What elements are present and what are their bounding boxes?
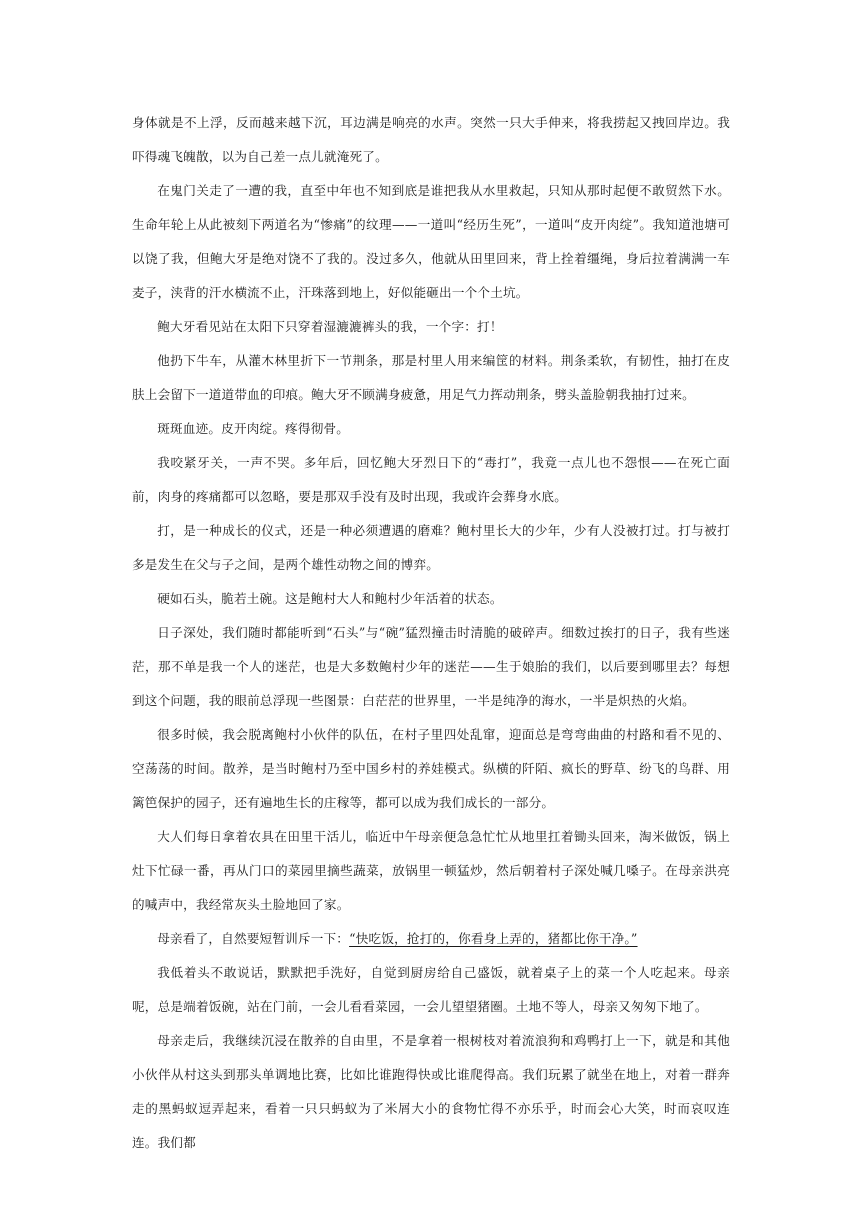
paragraph: 大人们每日拿着农具在田里干活儿，临近中午母亲便急急忙忙从地里扛着锄头回来，淘米做饭，锅上灶下忙碌一番，再从门口的菜园里摘些蔬菜，放锅里一顿猛炒，然后朝着村子深处喊几嗓子。在母亲洪亮的喊声中，我经常灰头土脸地回了家。 [132,829,730,912]
paragraph: 硬如石头，脆若土碗。这是鲍村大人和鲍村少年活着的状态。 [157,591,503,606]
paragraph: 打，是一种成长的仪式，还是一种必须遭遇的磨难？鲍村里长大的少年，少有人没被打过。打与被打多是发生在父与子之间，是两个雄性动物之间的博弈。 [132,523,730,572]
paragraph: 斑斑血迹。皮开肉绽。疼得彻骨。 [157,421,350,436]
paragraph: 母亲走后，我继续沉浸在散养的自由里，不是拿着一根树枝对着流浪狗和鸡鸭打上一下，就是和其他小伙伴从村这头到那头单调地比赛，比如比谁跑得快或比谁爬得高。我们玩累了就坐在地上，对着一群奔走的黑蚂蚁逗弄起来，看着一只只蚂蚁为了米屑大小的食物忙得不亦乐乎，时而会心大笑，时而哀叹连连。我们都 [132,1033,730,1150]
underlined-quote: “快吃饭，抢打的，你看身上弄的，猪都比你干净。” [349,931,638,946]
paragraph-prefix: 母亲看了，自然要短暂训斥一下： [157,931,350,946]
paragraph: 鲍大牙看见站在太阳下只穿着湿漉漉裤头的我，一个字：打！ [157,319,503,334]
paragraph: 我低着头不敢说话，默默把手洗好，自觉到厨房给自己盛饭，就着桌子上的菜一个人吃起来。母亲呢，总是端着饭碗，站在门前，一会儿看看菜园，一会儿望望猪圈。土地不等人，母亲又匆匆下地了。 [132,965,730,1014]
paragraph: 在鬼门关走了一遭的我，直至中年也不知到底是谁把我从水里救起，只知从那时起便不敢贸然下水。生命年轮上从此被刻下两道名为“惨痛”的纹理——一道叫“经历生死”，一道叫“皮开肉绽”。我知道池塘可以饶了我，但鲍大牙是绝对饶不了我的。没过多久，他就从田里回来，背上拴着缰绳，身后拉着满满一车麦子，浃背的汗水横流不止，汗珠落到地上，好似能砸出一个个土坑。 [132,183,730,300]
paragraph: 我咬紧牙关，一声不哭。多年后，回忆鲍大牙烈日下的“毒打”，我竟一点儿也不怨恨——在死亡面前，肉身的疼痛都可以忽略，要是那双手没有及时出现，我或许会葬身水底。 [132,455,730,504]
paragraph: 身体就是不上浮，反而越来越下沉，耳边满是响亮的水声。突然一只大手伸来，将我捞起又拽回岸边。我吓得魂飞魄散，以为自己差一点儿就淹死了。 [132,115,730,164]
paragraph-with-underlined-quote [132,922,730,956]
paragraph: 日子深处，我们随时都能听到“石头”与“碗”猛烈撞击时清脆的破碎声。细数过挨打的日子，我有些迷茫，那不单是我一个人的迷茫，也是大多数鲍村少年的迷茫——生于娘胎的我们，以后要到哪里去？每想到这个问题，我的眼前总浮现一些图景：白茫茫的世界里，一半是纯净的海水，一半是炽热的火焰。 [132,625,730,708]
document-body [132,106,730,1160]
paragraph: 很多时候，我会脱离鲍村小伙伴的队伍，在村子里四处乱窜，迎面总是弯弯曲曲的村路和看不见的、空荡荡的时间。散养，是当时鲍村乃至中国乡村的养娃模式。纵横的阡陌、疯长的野草、纷飞的鸟群、用篱笆保护的园子，还有遍地生长的庄稼等，都可以成为我们成长的一部分。 [132,727,730,810]
paragraph: 他扔下牛车，从灌木林里折下一节荆条，那是村里人用来编筐的材料。荆条柔软，有韧性，抽打在皮肤上会留下一道道带血的印痕。鲍大牙不顾满身疲惫，用足气力挥动荆条，劈头盖脸朝我抽打过来。 [132,353,730,402]
